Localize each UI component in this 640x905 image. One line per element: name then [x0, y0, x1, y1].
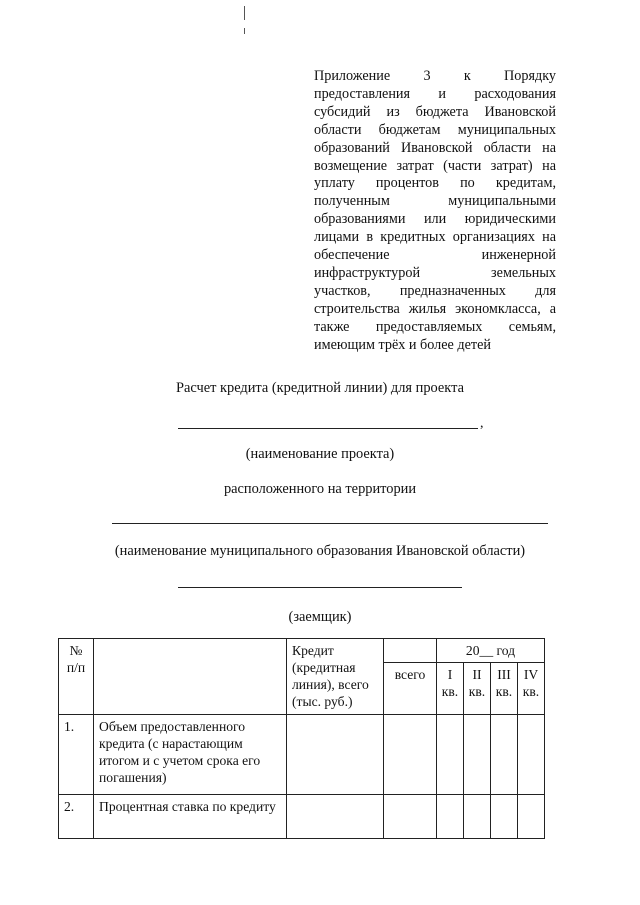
table-header-row [59, 639, 545, 663]
appendix-line: предоставления и расходования [314, 85, 556, 102]
appendix-line: уплату процентов по кредитам, [314, 175, 556, 192]
header-total-top [384, 639, 437, 663]
table-row [59, 715, 545, 795]
table-row [59, 795, 545, 839]
header-num: № п/п [59, 639, 94, 715]
row-cell [384, 715, 437, 795]
appendix-line: субсидий из бюджета Ивановской [314, 103, 556, 120]
row-cell [464, 795, 491, 839]
row-cell [491, 795, 518, 839]
header-indicator [94, 639, 287, 715]
appendix-line: области бюджетам муниципальных [314, 121, 556, 138]
appendix-line: обеспечение инженерной [314, 247, 556, 264]
appendix-line: образований Ивановской области на [314, 139, 556, 156]
municipality-blank [112, 523, 548, 524]
project-comma: , [480, 416, 484, 431]
appendix-line: строительства жилья экономкласса, а [314, 300, 556, 317]
header-year: 20__ год [437, 639, 545, 663]
project-name-blank [178, 428, 478, 429]
borrower-caption: (заемщик) [288, 609, 352, 625]
row-cell [464, 715, 491, 795]
appendix-block [314, 68, 556, 355]
row-cell [437, 715, 464, 795]
header-credit: Кредит (кредитная линия), всего (тыс. руб.) [287, 639, 384, 715]
row-cell [384, 795, 437, 839]
row-cell [518, 715, 545, 795]
municipality-caption: (наименование муниципального образования Ивановской области) [114, 543, 526, 559]
header-quarter: I кв. [437, 663, 464, 715]
row-cell [518, 795, 545, 839]
row-cell [491, 715, 518, 795]
header-quarter: II кв. [464, 663, 491, 715]
row-indicator: Объем предоставленного кредита (с нарастающим итогом и с учетом срока его погашения) [94, 715, 287, 795]
scan-mark [244, 28, 245, 34]
location-text: расположенного на территории [223, 481, 417, 497]
project-caption: (наименование проекта) [245, 446, 395, 462]
header-total: всего [384, 663, 437, 715]
row-num: 2. [59, 795, 94, 839]
appendix-line: возмещение затрат (части затрат) на [314, 157, 556, 174]
scan-mark [244, 6, 245, 20]
header-quarter: III кв. [491, 663, 518, 715]
row-num: 1. [59, 715, 94, 795]
row-indicator: Процентная ставка по кредиту [94, 795, 287, 839]
appendix-line: Приложение 3 к Порядку [314, 68, 556, 84]
row-cell [437, 795, 464, 839]
row-cell [287, 795, 384, 839]
appendix-line: имеющим трёх и более детей [314, 336, 492, 353]
appendix-line: лицами в кредитных организациях на [314, 229, 556, 246]
row-cell [287, 715, 384, 795]
document-title: Расчет кредита (кредитной линии) для проекта [176, 380, 464, 396]
appendix-line: инфраструктурой земельных [314, 264, 556, 281]
appendix-line: полученным муниципальными [314, 193, 556, 210]
appendix-line: также предоставляемых семьям, [314, 318, 556, 335]
appendix-line: образованиями или юридическими [314, 211, 556, 228]
header-quarter: IV кв. [518, 663, 545, 715]
borrower-blank [178, 587, 462, 588]
appendix-line: участков, предназначенных для [314, 282, 556, 299]
credit-table [58, 638, 545, 839]
